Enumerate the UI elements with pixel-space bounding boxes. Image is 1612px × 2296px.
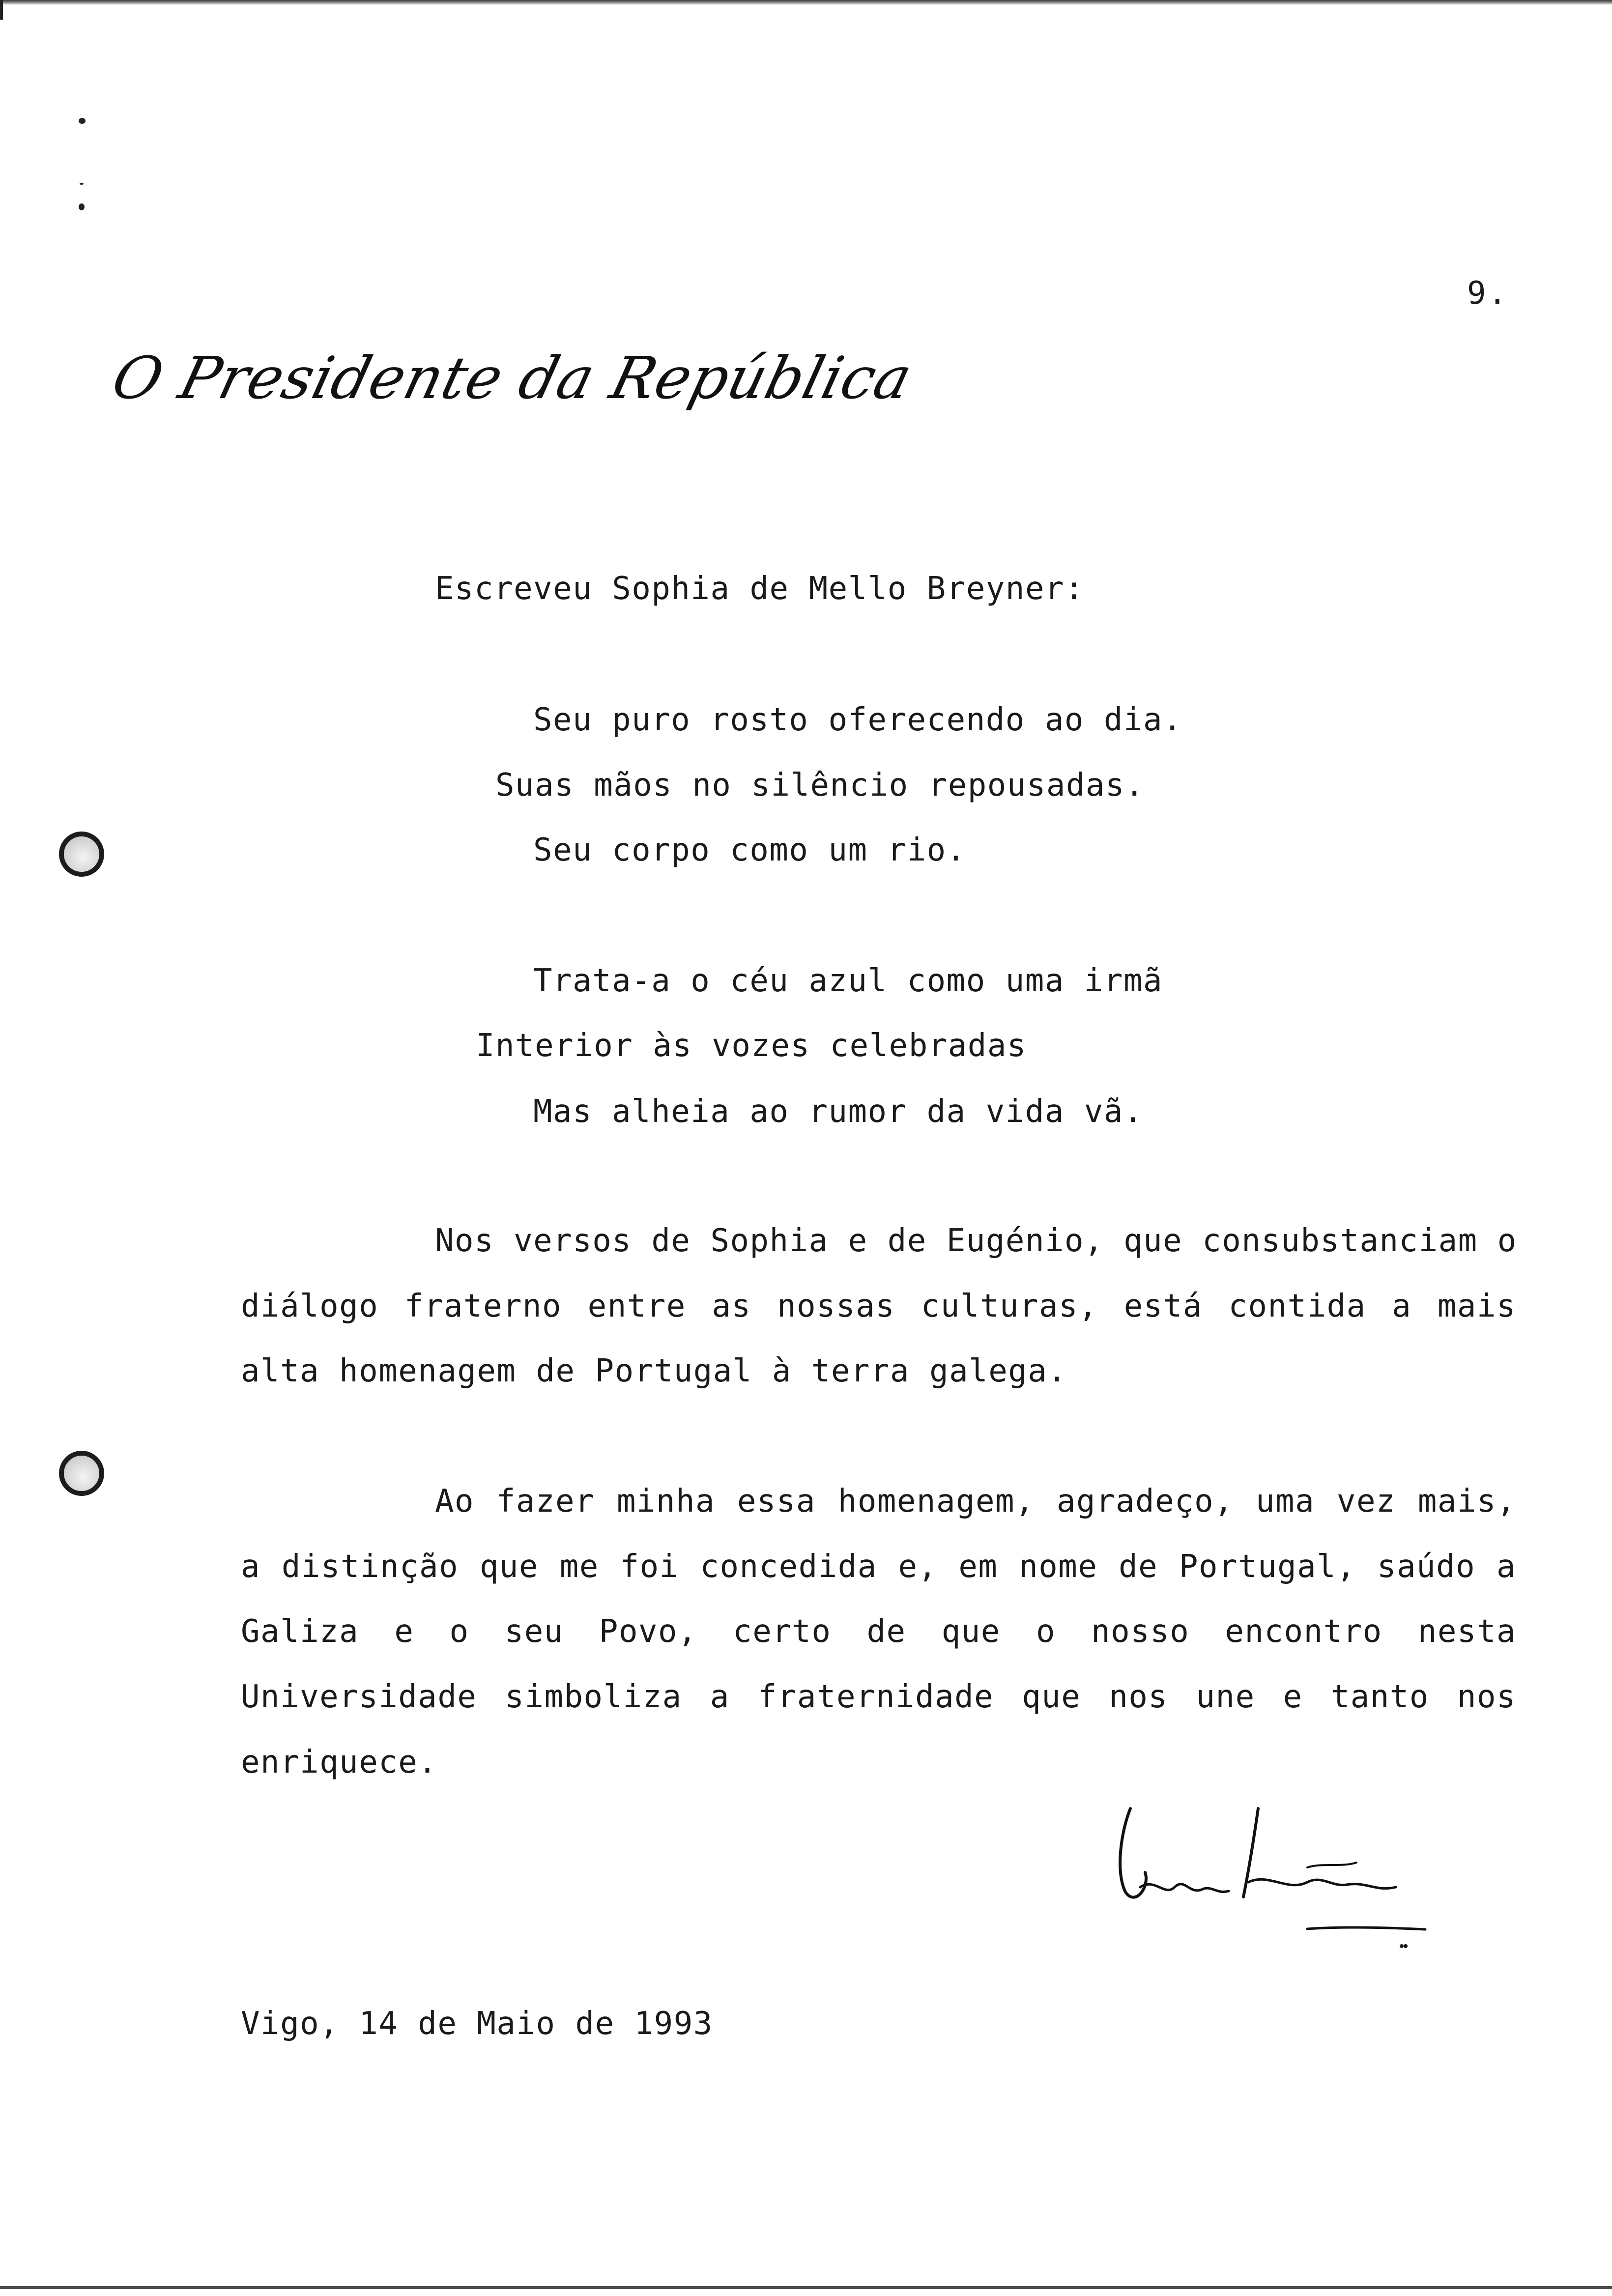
paragraph-line: a distinção que me foi concedida e, em nome de Portugal, saúdo a [241,1549,1516,1585]
place-date: Vigo, 14 de Maio de 1993 [241,2006,713,2042]
letterhead-title: O Presidente da República [106,344,919,412]
scan-left-edge [0,0,3,20]
scan-speck [79,203,85,210]
handwritten-signature [1111,1789,1435,1951]
scan-bottom-edge [0,2286,1612,2289]
poem-line: Trata-a o céu azul como uma irmã [533,963,1163,999]
punch-hole-upper [59,832,104,877]
paragraph-line: enriquece. [241,1744,438,1780]
paragraph-line: alta homenagem de Portugal à terra galega. [241,1353,1067,1389]
paragraph-line: Universidade simboliza a fraternidade que nos une e tanto nos [241,1679,1516,1715]
scan-speck [80,183,84,185]
paragraph-line: Ao fazer minha essa homenagem, agradeço, uma vez mais, [435,1483,1516,1520]
poem-line: Seu puro rosto oferecendo ao dia. [533,702,1183,738]
paragraph-line: Nos versos de Sophia e de Eugénio, que consubstanciam o [435,1223,1517,1259]
paragraph-line: Galiza e o seu Povo, certo de que o nosso encontro nesta [241,1613,1516,1650]
poem-line: Mas alheia ao rumor da vida vã. [533,1093,1143,1130]
page-number: 9. [1467,275,1509,312]
intro-line: Escreveu Sophia de Mello Breyner: [435,571,1085,607]
poem-line: Seu corpo como um rio. [533,832,966,868]
paragraph-line: diálogo fraterno entre as nossas culturas, está contida a mais [241,1288,1516,1324]
punch-hole-lower [59,1451,104,1496]
scan-top-edge [0,0,1612,5]
poem-line: Interior às vozes celebradas [476,1028,1027,1064]
poem-line: Suas mãos no silêncio repousadas. [495,767,1145,804]
scan-speck [79,118,86,124]
